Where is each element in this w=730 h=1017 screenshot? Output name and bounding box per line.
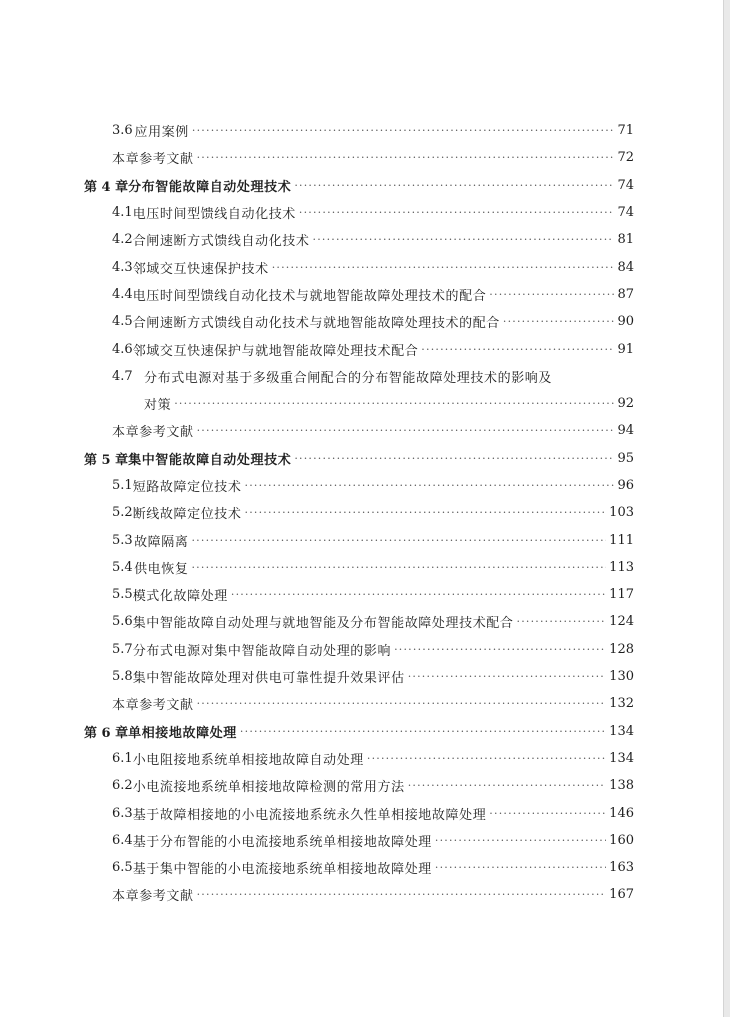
section-title-continued: 对策 [144, 398, 172, 414]
section-title: 本章参考文献 [112, 698, 194, 714]
dot-leader [197, 888, 607, 901]
section-number: 4.5 [112, 314, 133, 330]
dot-leader [245, 479, 615, 492]
toc-entry-5-5[interactable] [84, 581, 634, 608]
chapter-number: 第 5 章 [84, 452, 129, 468]
section-number: 6.2 [112, 778, 133, 794]
dot-leader [197, 424, 615, 437]
toc-entry-4-2[interactable] [84, 226, 634, 253]
chapter-title: 分布智能故障自动处理技术 [128, 179, 292, 195]
section-number: 5.5 [112, 587, 133, 603]
section-number: 5.2 [112, 505, 133, 521]
toc-entry-6-4[interactable] [84, 827, 634, 854]
section-number: 4.1 [112, 205, 133, 221]
dot-leader [231, 588, 606, 601]
dot-leader [191, 561, 606, 574]
page-number: 130 [609, 669, 634, 685]
section-title: 本章参考文献 [112, 152, 194, 168]
dot-leader [517, 615, 607, 628]
section-title: 小电阻接地系统单相接地故障自动处理 [132, 752, 364, 768]
section-title: 分布式电源对基于多级重合闸配合的分布智能故障处理技术的影响及 [144, 370, 553, 386]
toc-chapter-6[interactable] [84, 718, 634, 745]
dot-leader [408, 670, 606, 683]
section-title: 分布式电源对集中智能故障自动处理的影响 [132, 643, 392, 659]
dot-leader [367, 752, 606, 765]
section-number: 6.4 [112, 832, 133, 848]
page-number: 167 [609, 887, 634, 903]
page-number: 87 [617, 286, 634, 302]
section-number: 5.6 [112, 614, 133, 630]
page-number: 95 [617, 450, 634, 466]
page-number: 74 [617, 177, 634, 193]
section-title: 集中智能故障处理对供电可靠性提升效果评估 [132, 671, 405, 687]
page-number: 117 [609, 587, 634, 603]
toc-entry-5-8[interactable] [84, 663, 634, 690]
section-number: 6.1 [112, 750, 133, 766]
section-title: 本章参考文献 [112, 889, 194, 905]
page-number: 71 [617, 123, 634, 139]
chapter-number: 第 6 章 [84, 725, 129, 741]
page-number: 124 [609, 614, 634, 630]
dot-leader [197, 151, 615, 164]
section-title: 电压时间型馈线自动化技术 [132, 207, 296, 223]
section-title: 电压时间型馈线自动化技术与就地智能故障处理技术的配合 [132, 288, 487, 304]
section-number: 5.4 [112, 559, 133, 575]
dot-leader [192, 124, 615, 137]
toc-chapter-5[interactable] [84, 445, 634, 472]
dot-leader [421, 343, 614, 356]
dot-leader [489, 288, 614, 301]
page-number: 74 [617, 205, 634, 221]
table-of-contents [84, 117, 634, 909]
section-number: 6.3 [112, 805, 133, 821]
toc-entry-6-1[interactable] [84, 745, 634, 772]
toc-entry-4-7[interactable] [84, 363, 634, 390]
toc-chapter-4[interactable] [84, 172, 634, 199]
section-number: 3.6 [112, 123, 133, 139]
section-number: 5.7 [112, 641, 133, 657]
page-number: 163 [609, 860, 634, 876]
toc-entry-4-3[interactable] [84, 253, 634, 280]
toc-entry-5-4[interactable] [84, 554, 634, 581]
toc-entry-6-2[interactable] [84, 772, 634, 799]
dot-leader [294, 452, 614, 465]
toc-entry-5-1[interactable] [84, 472, 634, 499]
dot-leader [435, 834, 606, 847]
page-number: 92 [617, 396, 634, 412]
toc-entry-5-7[interactable] [84, 636, 634, 663]
chapter-title: 集中智能故障自动处理技术 [128, 452, 292, 468]
toc-entry-references[interactable] [84, 690, 634, 717]
dot-leader [197, 697, 607, 710]
section-number: 4.4 [112, 286, 133, 302]
toc-entry-references[interactable] [84, 881, 634, 908]
dot-leader [245, 506, 607, 519]
section-title: 供电恢复 [134, 561, 189, 577]
section-title: 本章参考文献 [112, 425, 194, 441]
section-title: 基于集中智能的小电流接地系统单相接地故障处理 [132, 862, 432, 878]
page-number: 134 [609, 750, 634, 766]
section-title: 短路故障定位技术 [132, 480, 242, 495]
section-number: 4.3 [112, 259, 133, 275]
dot-leader [294, 179, 614, 192]
section-title: 邻域交互快速保护与就地智能故障处理技术配合 [132, 343, 419, 359]
page-number: 138 [609, 778, 634, 794]
section-title: 基于分布智能的小电流接地系统单相接地故障处理 [132, 834, 432, 850]
section-title: 小电流接地系统单相接地故障检测的常用方法 [132, 780, 405, 796]
toc-entry-4-7-continued[interactable] [84, 390, 634, 417]
dot-leader [435, 861, 606, 874]
toc-entry-5-6[interactable] [84, 608, 634, 635]
section-number: 4.2 [112, 232, 133, 248]
dot-leader [394, 643, 606, 656]
section-title: 断线故障定位技术 [132, 507, 242, 523]
dot-leader [191, 534, 606, 547]
page-number: 90 [617, 314, 634, 330]
section-number: 5.8 [112, 669, 133, 685]
section-number: 6.5 [112, 860, 133, 876]
section-title: 模式化故障处理 [132, 589, 228, 605]
page-number: 111 [609, 532, 634, 548]
section-title: 集中智能故障自动处理与就地智能及分布智能故障处理技术配合 [132, 616, 514, 632]
section-number: 5.3 [112, 532, 133, 548]
section-number: 5.1 [112, 478, 133, 493]
page-number: 134 [609, 723, 634, 739]
page-number: 113 [609, 559, 634, 575]
page-number: 72 [617, 150, 634, 166]
toc-entry-references[interactable] [84, 144, 634, 171]
toc-entry-4-4[interactable] [84, 281, 634, 308]
dot-leader [313, 233, 615, 246]
page-number: 146 [609, 805, 634, 821]
dot-leader [174, 397, 614, 410]
toc-entry-6-5[interactable] [84, 854, 634, 881]
section-number: 4.7 [112, 368, 133, 384]
dot-leader [489, 807, 606, 820]
page-number: 81 [617, 232, 634, 248]
toc-entry-4-5[interactable] [84, 308, 634, 335]
section-title: 合闸速断方式馈线自动化技术与就地智能故障处理技术的配合 [132, 316, 500, 332]
toc-entry-5-3[interactable] [84, 526, 634, 553]
toc-entry-4-6[interactable] [84, 335, 634, 362]
toc-entry-4-1[interactable] [84, 199, 634, 226]
dot-leader [240, 725, 606, 738]
page-edge [723, 0, 730, 1017]
toc-entry-3-6[interactable] [84, 117, 634, 144]
dot-leader [272, 261, 615, 274]
section-title: 邻域交互快速保护技术 [132, 261, 269, 277]
page-number: 128 [609, 641, 634, 657]
page-number: 94 [617, 423, 634, 439]
section-number: 4.6 [112, 341, 133, 357]
page-number: 91 [617, 341, 634, 357]
section-title: 应用案例 [134, 125, 189, 141]
toc-entry-6-3[interactable] [84, 799, 634, 826]
toc-entry-references[interactable] [84, 417, 634, 444]
section-title: 基于故障相接地的小电流接地系统永久性单相接地故障处理 [132, 807, 487, 823]
dot-leader [408, 779, 606, 792]
page-number: 84 [617, 259, 634, 275]
page-number: 103 [609, 505, 634, 521]
dot-leader [503, 315, 615, 328]
chapter-title: 单相接地故障处理 [128, 725, 237, 741]
page-number: 96 [617, 478, 634, 493]
page-number: 160 [609, 832, 634, 848]
page-number: 132 [609, 696, 634, 712]
chapter-number: 第 4 章 [84, 179, 129, 195]
toc-entry-5-2[interactable] [84, 499, 634, 526]
dot-leader [299, 206, 615, 219]
section-title: 故障隔离 [134, 534, 189, 550]
section-title: 合闸速断方式馈线自动化技术 [132, 234, 310, 250]
